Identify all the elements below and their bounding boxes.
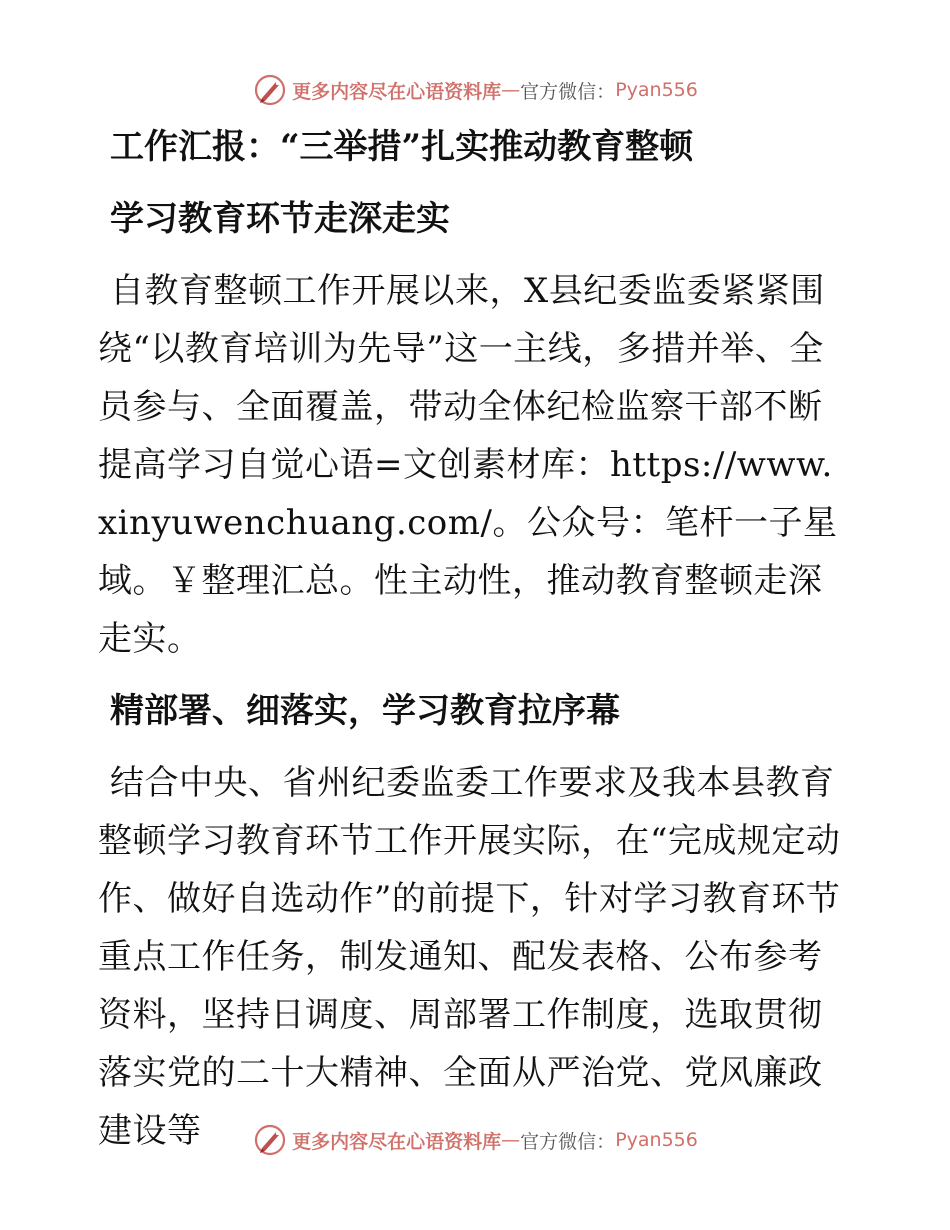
watermark-dash: — xyxy=(501,79,521,101)
document-title: 工作汇报：“三举措”扎实推动教育整顿 xyxy=(110,127,694,167)
paragraph-2: 结合中央、省州纪委监委工作要求及我本县教育整顿学习教育环节工作开展实际，在“完成规定动作、做好自选动作”的前提下，针对学习教育环节重点工作任务，制发通知、配发表格、公布参考资料，坚持日调度、周部署工作制度，选取贯彻落实党的二十大精神、全面从严治党、党风廉政建设等 xyxy=(98,763,841,1151)
pen-logo-icon xyxy=(252,1122,288,1158)
watermark-dash: — xyxy=(501,1129,521,1151)
watermark-label: 官方微信： xyxy=(520,1130,616,1153)
watermark-header xyxy=(0,70,950,110)
watermark-id: Pyan556 xyxy=(615,79,698,101)
watermark-label: 官方微信： xyxy=(520,80,616,103)
document-body xyxy=(98,118,850,1160)
watermark-text: 更多内容尽在心语资料库 xyxy=(292,1130,502,1153)
watermark-text: 更多内容尽在心语资料库 xyxy=(292,80,502,103)
section-heading-1: 学习教育环节走深走实 xyxy=(110,199,450,239)
paragraph-1: 自教育整顿工作开展以来，X县纪委监委紧紧围绕“以教育培训为先导”这一主线，多措并举、全员参与、全面覆盖，带动全体纪检监察干部不断提高学习自觉心语=文创素材库：https://www.xinyuwenchuang.com/。公众号：笔杆一子星域。￥整理汇总。性主动性，推动教育整顿走深走实。 xyxy=(98,271,838,659)
watermark-id: Pyan556 xyxy=(615,1129,698,1151)
pen-logo-icon xyxy=(252,72,288,108)
section-heading-2: 精部署、细落实，学习教育拉序幕 xyxy=(110,691,620,731)
watermark-footer xyxy=(0,1120,950,1160)
